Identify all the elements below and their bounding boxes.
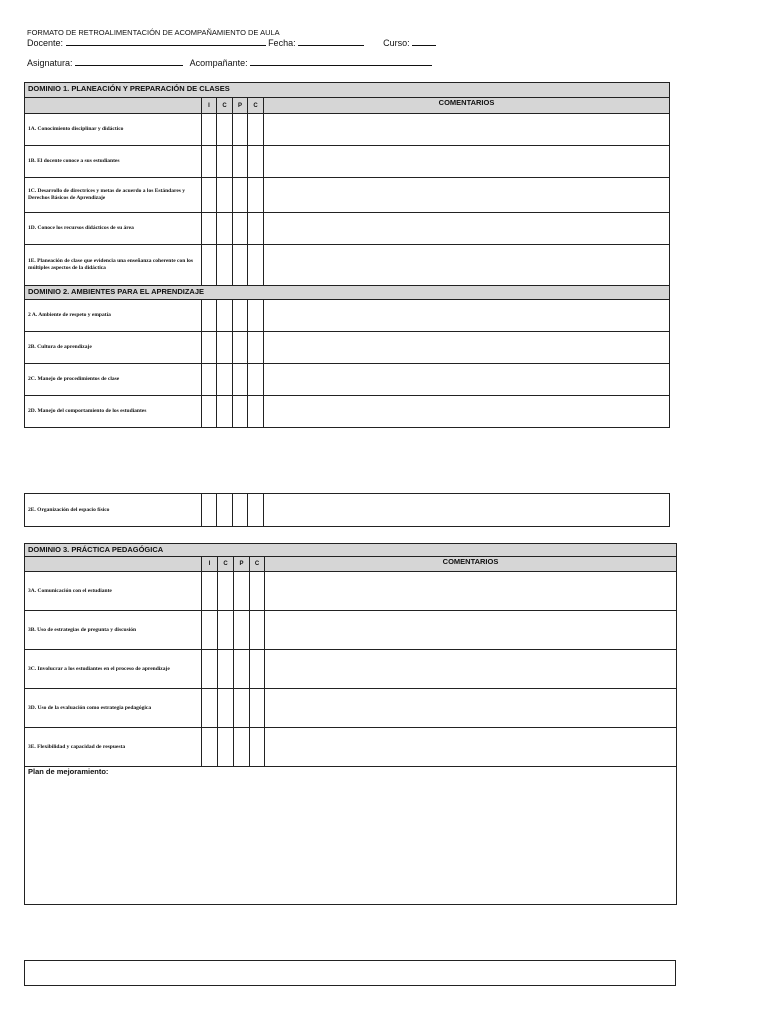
comments-cell[interactable] — [265, 650, 677, 689]
label-col-header — [25, 557, 202, 572]
item-1b-label: 1B. El docente conoce a sus estudiantes — [25, 146, 202, 178]
rating-i-cell[interactable] — [202, 689, 218, 728]
rating-c2-cell[interactable] — [248, 146, 264, 178]
improvement-plan-label: Plan de mejoramiento: — [28, 767, 109, 776]
comments-cell[interactable] — [264, 300, 670, 332]
table-row — [25, 114, 670, 146]
improvement-plan-area[interactable] — [25, 767, 677, 905]
rating-c-cell[interactable] — [218, 728, 234, 767]
table-row — [25, 364, 670, 396]
table-row — [25, 213, 670, 245]
fecha-field[interactable] — [298, 37, 364, 46]
fecha-label: Fecha: — [268, 38, 296, 48]
comments-cell[interactable] — [264, 245, 670, 286]
rating-c-cell[interactable] — [217, 213, 233, 245]
rating-i-cell[interactable] — [202, 650, 218, 689]
rating-i-cell[interactable] — [202, 146, 217, 178]
rating-i-cell[interactable] — [202, 494, 217, 527]
rating-i-cell[interactable] — [202, 245, 217, 286]
rating-c2-cell[interactable] — [250, 728, 265, 767]
docente-field[interactable] — [66, 37, 266, 46]
comments-cell[interactable] — [264, 332, 670, 364]
rating-c-cell[interactable] — [217, 300, 233, 332]
domain-1-header: DOMINIO 1. PLANEACIÓN Y PREPARACIÓN DE CLASES — [25, 83, 670, 98]
rating-c-cell[interactable] — [217, 396, 233, 428]
rating-c2-cell[interactable] — [248, 332, 264, 364]
rating-c2-cell[interactable] — [248, 245, 264, 286]
table-row — [25, 300, 670, 332]
rating-p-cell[interactable] — [234, 728, 250, 767]
item-1e-label: 1E. Planeación de clase que evidencia una enseñanza coherente con los múltiples aspectos de la didáctica — [25, 245, 202, 286]
table-row — [25, 494, 670, 527]
rating-i-cell[interactable] — [202, 728, 218, 767]
table-row — [25, 245, 670, 286]
item-2d-label: 2D. Manejo del comportamiento de los estudiantes — [25, 396, 202, 428]
rating-c2-cell[interactable] — [250, 611, 265, 650]
rating-c2-cell[interactable] — [248, 396, 264, 428]
rating-c2-cell[interactable] — [248, 213, 264, 245]
rating-c-cell[interactable] — [217, 364, 233, 396]
comments-cell[interactable] — [265, 728, 677, 767]
domain-1-2-table — [24, 82, 670, 428]
item-1c-label: 1C. Desarrollo de directrices y metas de acuerdo a los Estándares y Derechos Básicos de Aprendizaje — [25, 178, 202, 213]
asignatura-field[interactable] — [75, 57, 183, 66]
acompanante-field[interactable] — [250, 57, 432, 66]
item-3b-label: 3B. Uso de estrategias de pregunta y discusión — [25, 611, 202, 650]
col-i-header: I — [202, 557, 218, 572]
table-row — [25, 572, 677, 611]
comments-cell[interactable] — [264, 494, 670, 527]
table-row — [25, 650, 677, 689]
rating-c-cell[interactable] — [218, 572, 234, 611]
item-3a-label: 3A. Comunicación con el estudiante — [25, 572, 202, 611]
form-title: FORMATO DE RETROALIMENTACIÓN DE ACOMPAÑAMIENTO DE AULA — [27, 28, 280, 37]
rating-i-cell[interactable] — [202, 572, 218, 611]
table-row — [25, 332, 670, 364]
rating-p-cell[interactable] — [233, 245, 248, 286]
col-c2-header: C — [248, 98, 264, 114]
footer-empty-box[interactable] — [24, 960, 676, 986]
rating-p-cell[interactable] — [234, 689, 250, 728]
comments-cell[interactable] — [264, 146, 670, 178]
comments-cell[interactable] — [265, 689, 677, 728]
comments-cell[interactable] — [265, 611, 677, 650]
rating-i-cell[interactable] — [202, 611, 218, 650]
col-c-header: C — [217, 98, 233, 114]
col-p-header: P — [233, 98, 248, 114]
rating-c-cell[interactable] — [218, 689, 234, 728]
comments-cell[interactable] — [264, 114, 670, 146]
rating-c-cell[interactable] — [217, 146, 233, 178]
rating-i-cell[interactable] — [202, 364, 217, 396]
comments-header: COMENTARIOS — [265, 557, 677, 572]
rating-p-cell[interactable] — [233, 396, 248, 428]
rating-i-cell[interactable] — [202, 178, 217, 213]
domain-2-header: DOMINIO 2. AMBIENTES PARA EL APRENDIZAJE — [25, 286, 670, 300]
item-3e-label: 3E. Flexibilidad y capacidad de respuesta — [25, 728, 202, 767]
table-row — [25, 396, 670, 428]
comments-cell[interactable] — [264, 213, 670, 245]
table-row — [25, 178, 670, 213]
rating-p-cell[interactable] — [233, 332, 248, 364]
item-1d-label: 1D. Conoce los recursos didácticos de su área — [25, 213, 202, 245]
rating-c2-cell[interactable] — [248, 494, 264, 527]
header-row-2 — [27, 57, 432, 68]
rating-i-cell[interactable] — [202, 396, 217, 428]
rating-c-cell[interactable] — [218, 650, 234, 689]
acompanante-label: Acompañante: — [189, 58, 248, 68]
rating-i-cell[interactable] — [202, 332, 217, 364]
col-c-header: C — [218, 557, 234, 572]
rating-i-cell[interactable] — [202, 300, 217, 332]
curso-label: Curso: — [383, 38, 410, 48]
rating-p-cell[interactable] — [234, 650, 250, 689]
item-3c-label: 3C. Involucrar a los estudiantes en el proceso de aprendizaje — [25, 650, 202, 689]
domain-3-table — [24, 543, 677, 905]
col-i-header: I — [202, 98, 217, 114]
item-2b-label: 2B. Cultura de aprendizaje — [25, 332, 202, 364]
col-p-header: P — [234, 557, 250, 572]
rating-c2-cell[interactable] — [248, 300, 264, 332]
rating-c-cell[interactable] — [217, 494, 233, 527]
item-2a-label: 2 A. Ambiente de respeto y empatía — [25, 300, 202, 332]
rating-p-cell[interactable] — [233, 178, 248, 213]
rating-i-cell[interactable] — [202, 213, 217, 245]
comments-cell[interactable] — [264, 178, 670, 213]
rating-c2-cell[interactable] — [250, 572, 265, 611]
rating-p-cell[interactable] — [234, 572, 250, 611]
rating-p-cell[interactable] — [233, 213, 248, 245]
item-2e-label: 2E. Organización del espacio físico — [25, 494, 202, 527]
comments-header: COMENTARIOS — [264, 98, 670, 114]
domain-3-header: DOMINIO 3. PRÁCTICA PEDAGÓGICA — [25, 544, 677, 557]
header-row-1 — [27, 37, 436, 48]
rating-c-cell[interactable] — [217, 114, 233, 146]
item-1a-label: 1A. Conocimiento disciplinar y didáctico — [25, 114, 202, 146]
rating-p-cell[interactable] — [233, 114, 248, 146]
comments-cell[interactable] — [264, 396, 670, 428]
rating-p-cell[interactable] — [233, 300, 248, 332]
rating-c-cell[interactable] — [217, 332, 233, 364]
label-col-header — [25, 98, 202, 114]
rating-c2-cell[interactable] — [248, 178, 264, 213]
comments-cell[interactable] — [265, 572, 677, 611]
item-3d-label: 3D. Uso de la evaluación como estrategia pedagógica — [25, 689, 202, 728]
table-row — [25, 689, 677, 728]
docente-label: Docente: — [27, 38, 64, 48]
rating-c-cell[interactable] — [218, 611, 234, 650]
rating-p-cell[interactable] — [234, 611, 250, 650]
rating-c2-cell[interactable] — [250, 650, 265, 689]
curso-field[interactable] — [412, 37, 436, 46]
comments-cell[interactable] — [264, 364, 670, 396]
domain-2e-table — [24, 493, 670, 527]
rating-i-cell[interactable] — [202, 114, 217, 146]
rating-c2-cell[interactable] — [250, 689, 265, 728]
rating-c-cell[interactable] — [217, 245, 233, 286]
rating-c-cell[interactable] — [217, 178, 233, 213]
table-row — [25, 146, 670, 178]
rating-p-cell[interactable] — [233, 146, 248, 178]
col-c2-header: C — [250, 557, 265, 572]
table-row — [25, 611, 677, 650]
rating-p-cell[interactable] — [233, 364, 248, 396]
table-row — [25, 728, 677, 767]
item-2c-label: 2C. Manejo de procedimientos de clase — [25, 364, 202, 396]
rating-c2-cell[interactable] — [248, 364, 264, 396]
asignatura-label: Asignatura: — [27, 58, 73, 68]
rating-c2-cell[interactable] — [248, 114, 264, 146]
rating-p-cell[interactable] — [233, 494, 248, 527]
